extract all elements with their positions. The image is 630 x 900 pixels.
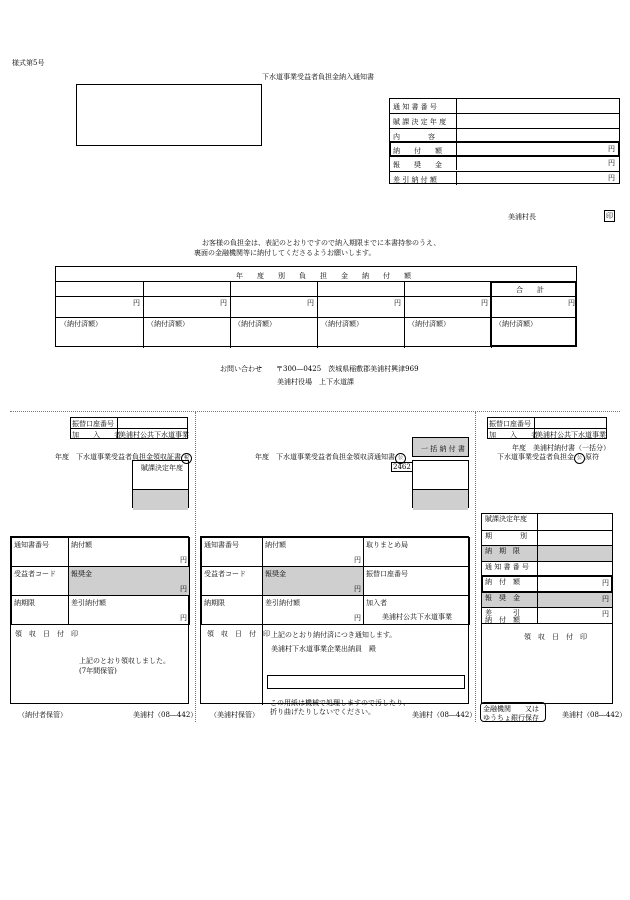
- annual-paid-label: （納付済額）: [495, 320, 537, 328]
- address-window: [76, 84, 262, 146]
- beneficiary-code-label: 受益者コード: [204, 570, 246, 578]
- account-number-label: 振替口座番号: [72, 420, 114, 428]
- member-value: 美浦村公共下水道事業: [382, 613, 452, 621]
- info-table: [389, 98, 620, 184]
- yen-label: 円: [180, 556, 187, 564]
- info-row-label: 賦 課 決 定 年 度: [393, 118, 447, 127]
- info-row: [390, 142, 619, 156]
- section3-row: [482, 607, 612, 623]
- info-row-label: 内 容: [393, 132, 435, 141]
- receipt-date-stamp-label: 領 収 日 付 印: [207, 630, 270, 638]
- notice-line-1: お客様の負担金は、表記のとおりですので納入期限までに本書持参のうえ、: [202, 239, 441, 247]
- member-value: 美浦村公共下水道事業: [119, 431, 189, 439]
- member-label: 加 入 者: [489, 431, 538, 439]
- section3-footer-code: 美浦村（08―442）: [562, 711, 627, 719]
- annual-paid-label: （納付済額）: [147, 320, 189, 328]
- info-row: [390, 128, 619, 142]
- annual-paid-label: （納付済額）: [234, 320, 276, 328]
- annual-paid-label: （納付済額）: [60, 320, 102, 328]
- annual-yen: 円: [307, 299, 314, 307]
- section3-row-value: 円: [602, 579, 609, 587]
- section3-heading-1: 年度 美浦村納付書（一括分）: [512, 444, 610, 452]
- section3-row-value: 円: [602, 594, 609, 603]
- section3-row: [482, 514, 612, 530]
- annual-yen: 円: [568, 299, 575, 307]
- info-row: [390, 156, 619, 170]
- annual-table-header: 年 度 別 負 担 金 納 付 額: [236, 272, 411, 280]
- net-amount-label: 差引納付額: [71, 599, 106, 607]
- member-value: 美浦村公共下水道事業: [536, 431, 606, 439]
- annual-paid-label: （納付済額）: [408, 320, 450, 328]
- section2-keeper: （美浦村保管）: [210, 711, 259, 719]
- addressee-text: 美浦村下水道事業企業出納員 殿: [271, 645, 376, 653]
- section3-row: [482, 530, 612, 546]
- cut-line-left: [195, 412, 196, 722]
- machine-note-2: 折り曲げたりしないでください。: [270, 708, 375, 716]
- yen-label: 円: [354, 614, 361, 622]
- annual-total-label: 合 計: [516, 286, 544, 294]
- inquiry-line: お問い合わせ 〒300―0425 茨城県稲敷郡美浦村興津969: [220, 365, 419, 373]
- account-number-label: 振替口座番号: [489, 420, 531, 428]
- deadline-label: 納期限: [204, 599, 225, 607]
- cut-line-horizontal: [10, 411, 620, 412]
- section3-row-label: 納 期 限: [485, 547, 520, 555]
- info-row-value: 円: [608, 159, 615, 168]
- section2-heading: 年度 下水道事業受益者負担金領収済通知書 公: [255, 452, 406, 464]
- yen-label: 円: [354, 585, 361, 593]
- section3-row-label: 期 別: [485, 531, 527, 540]
- bank-keep-line-2: ゆうちょ銀行保存: [483, 714, 539, 722]
- pay-amount-label: 納付額: [265, 541, 286, 549]
- reward-label: 報奨金: [71, 570, 92, 578]
- machine-note-1: この用紙は機械で処理しますので汚したり、: [270, 699, 410, 707]
- net-amount-label: 差引納付額: [265, 599, 300, 607]
- annual-payment-table: [55, 266, 577, 347]
- section3-row-value: 円: [602, 610, 609, 618]
- notice-number-label: 通知書番号: [204, 541, 239, 549]
- section1-table: [10, 536, 189, 704]
- notify-text: 上記のとおり納付済につき通知します。: [271, 631, 397, 639]
- receipt-date-stamp-label: 領 収 日 付 印: [524, 633, 587, 641]
- yen-label: 円: [354, 556, 361, 564]
- section3-row-label: 賦課決定年度: [485, 515, 527, 523]
- cut-line-right: [475, 412, 476, 722]
- inquiry-office: 美浦村役場 上下水道課: [277, 378, 354, 386]
- keep-years-text: (7年間保管): [79, 667, 117, 675]
- section3-heading-2: 下水道事業受益者負担金 公 原符: [497, 452, 599, 464]
- received-text: 上記のとおり領収しました。: [79, 657, 170, 665]
- info-row-value: 円: [608, 144, 615, 153]
- account-number-label: 振替口座番号: [366, 570, 408, 578]
- info-row: [390, 113, 619, 127]
- mayor-seal: 印: [606, 212, 613, 220]
- info-row-label: 差 引 納 付 額: [393, 175, 437, 184]
- notice-line-2: 裏面の金融機関等に納付してくださるようお願いします。: [194, 249, 376, 257]
- deadline-label: 納期限: [14, 599, 35, 607]
- lump-label: 一 括 納 付 書: [421, 445, 465, 453]
- info-row: [390, 171, 619, 185]
- levy-year-label: 賦課決定年度: [141, 464, 183, 472]
- section3-table: [481, 513, 613, 704]
- notice-number-label: 通知書番号: [14, 541, 49, 549]
- section3-account-box: [487, 417, 607, 439]
- annual-yen: 円: [133, 299, 140, 307]
- info-row: [390, 99, 619, 113]
- info-row-label: 通 知 書 番 号: [393, 103, 437, 111]
- annual-yen: 円: [481, 299, 488, 307]
- annual-paid-label: （納付済額）: [321, 320, 363, 328]
- section2-table: [200, 536, 469, 704]
- yen-label: 円: [180, 585, 187, 593]
- bank-keep-line-1: 金融機関 又は: [483, 705, 539, 713]
- section3-row-label: 報 奨 金: [485, 593, 520, 602]
- section1-footer-code: 美浦村（08―442）: [133, 711, 198, 719]
- annual-yen: 円: [394, 299, 401, 307]
- section1-keeper: （納付者保管）: [18, 711, 67, 719]
- section3-row-label: 納 付 額: [485, 578, 520, 586]
- section3-row: [482, 576, 612, 592]
- form-number: 様式第5号: [12, 59, 45, 67]
- pay-amount-label: 納付額: [71, 541, 92, 549]
- reward-label: 報奨金: [265, 570, 286, 578]
- info-row-label: 報 奨 金: [393, 161, 442, 170]
- yen-label: 円: [180, 614, 187, 622]
- section1-heading: 年度 下水道事業受益者負担金領収証書 税: [55, 452, 192, 464]
- bank-keep-box: [480, 702, 546, 722]
- section2-code: 2462: [393, 463, 411, 471]
- member-label: 加 入 者: [72, 431, 121, 439]
- section1-account-box: [70, 417, 188, 439]
- lump-payment-label: [412, 437, 469, 457]
- section3-row-label: 通 知 書 番 号: [485, 562, 529, 571]
- beneficiary-code-label: 受益者コード: [14, 570, 56, 578]
- annual-yen: 円: [220, 299, 227, 307]
- section3-row: [482, 545, 612, 561]
- mayor-name: 美浦村長: [508, 213, 536, 221]
- section2-blank-field: [267, 675, 465, 689]
- receipt-date-stamp-label: 領 収 日 付 印: [15, 630, 78, 638]
- section3-row: [482, 592, 612, 608]
- section3-row-label: 差 引 納 付 額: [485, 609, 520, 624]
- page-title: 下水道事業受益者負担金納入通知書: [262, 73, 374, 81]
- section3-row: [482, 561, 612, 577]
- member-label: 加入者: [366, 599, 387, 607]
- section2-side-box: [412, 460, 469, 508]
- section1-levy-year: [132, 460, 189, 508]
- info-row-value: 円: [608, 173, 615, 182]
- section2-footer-code: 美浦村（08―442）: [412, 711, 477, 719]
- info-row-label: 納 付 額: [393, 146, 442, 155]
- collector-label: 取りまとめ局: [366, 541, 408, 549]
